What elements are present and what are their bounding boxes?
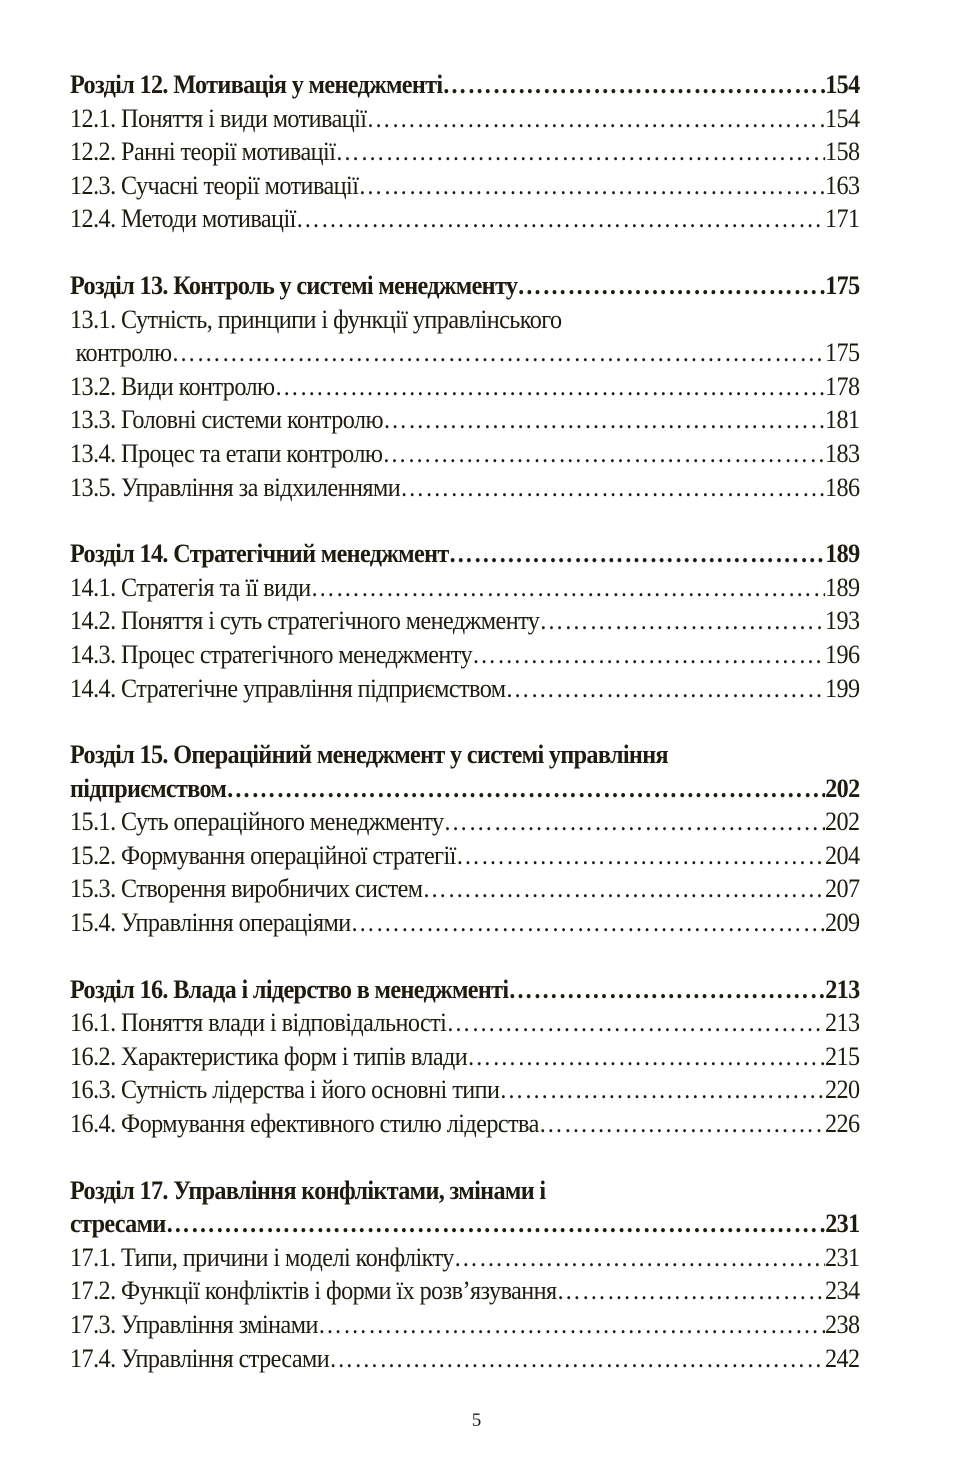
leader-dots [444,805,825,839]
leader-dots [311,571,825,605]
leader-dots [296,202,825,236]
heading-title: Розділ 14. Стратегічний менеджмент [70,539,449,569]
item-title: 13.4. Процес та етапи контролю [70,438,383,468]
item-title: 16.4. Формування ефективного стилю лідерства [70,1109,539,1139]
toc-section-12 [70,68,860,236]
item-title: 13.5. Управління за відхиленнями [70,472,401,502]
table-of-contents [70,68,860,1408]
leader-dots [499,1073,825,1107]
leader-dots [166,1207,826,1241]
item-page: 202 [824,807,860,837]
leader-dots [449,537,826,571]
item-title-line1: 13.1. Сутність, принципи і функції управлінського [70,304,562,334]
toc-heading[interactable] [70,1207,860,1241]
item-page: 242 [824,1343,860,1373]
item-title: 17.2. Функції конфліктів і форми їх розв’язування [70,1276,557,1306]
toc-heading[interactable] [70,973,860,1007]
item-page: 193 [824,606,860,636]
item-page: 207 [824,874,860,904]
toc-heading-line1[interactable] [70,738,860,772]
item-title: 12.3. Сучасні теорії мотивації [70,170,359,200]
toc-heading[interactable] [70,68,860,102]
leader-dots [335,135,825,169]
item-page: 231 [824,1242,860,1272]
item-page: 215 [824,1041,860,1071]
toc-item[interactable] [70,839,860,873]
toc-item[interactable] [70,604,860,638]
item-page: 196 [824,639,860,669]
item-page: 186 [824,472,860,502]
toc-item[interactable] [70,638,860,672]
leader-dots [454,1241,825,1275]
heading-title: підприємством [70,773,227,803]
heading-page: 175 [825,270,860,300]
heading-title: Розділ 16. Влада і лідерство в менеджменті [70,974,509,1004]
leader-dots [382,437,825,471]
item-title: 14.1. Стратегія та її види [70,572,311,602]
leader-dots [467,1040,825,1074]
toc-item[interactable] [70,1241,860,1275]
toc-item[interactable] [70,471,860,505]
item-title: 15.3. Створення виробничих систем [70,874,423,904]
item-title: 17.1. Типи, причини і моделі конфлікту [70,1242,454,1272]
item-page: 213 [824,1008,860,1038]
leader-dots [358,169,825,203]
leader-dots [351,906,825,940]
toc-item[interactable] [70,1308,860,1342]
item-title: 14.3. Процес стратегічного менеджменту [70,639,472,669]
item-page: 189 [824,572,860,602]
leader-dots [557,1274,825,1308]
leader-dots [508,973,825,1007]
heading-title: Розділ 13. Контроль у системі менеджменту [70,270,518,300]
toc-item[interactable] [70,906,860,940]
page-number: 5 [471,1410,482,1431]
toc-section-15 [70,738,860,940]
item-page: 226 [824,1109,860,1139]
toc-item[interactable] [70,1107,860,1141]
item-page: 154 [824,103,860,133]
toc-section-17 [70,1174,860,1376]
toc-section-16 [70,973,860,1141]
heading-page: 231 [825,1209,860,1239]
item-page: 175 [824,338,860,368]
item-title: 15.4. Управління операціями [70,908,351,938]
toc-item[interactable] [70,672,860,706]
item-title: 15.2. Формування операційної стратегії [70,840,456,870]
item-title: 16.2. Характеристика форм і типів влади [70,1041,468,1071]
toc-section-14 [70,537,860,705]
item-page: 220 [824,1075,860,1105]
item-title: 16.1. Поняття влади і відповідальності [70,1008,447,1038]
item-title: контролю [75,338,172,368]
item-title: 13.2. Види контролю [70,371,275,401]
leader-dots [329,1342,825,1376]
leader-dots [400,471,825,505]
item-title: 15.1. Суть операційного менеджменту [70,807,444,837]
leader-dots [517,269,825,303]
toc-heading[interactable] [70,269,860,303]
heading-title-line1: Розділ 15. Операційний менеджмент у системі управління [70,740,668,770]
toc-item[interactable] [70,1342,860,1376]
leader-dots [383,403,825,437]
toc-item[interactable] [70,571,860,605]
toc-section-13 [70,269,860,504]
toc-heading[interactable] [70,537,860,571]
leader-dots [539,1107,825,1141]
heading-page: 202 [825,773,860,803]
item-page: 181 [824,405,860,435]
item-page: 199 [824,673,860,703]
leader-dots [456,839,825,873]
item-title: 17.4. Управління стресами [70,1343,330,1373]
toc-item[interactable] [70,805,860,839]
toc-item[interactable] [70,437,860,471]
leader-dots [226,772,825,806]
item-title: 14.4. Стратегічне управління підприємством [70,673,506,703]
leader-dots [442,68,825,102]
heading-page: 213 [825,974,860,1004]
item-page: 204 [824,840,860,870]
toc-item[interactable] [70,102,860,136]
leader-dots [318,1308,825,1342]
toc-item[interactable] [70,135,860,169]
leader-dots [172,336,825,370]
item-page: 158 [824,137,860,167]
toc-item[interactable] [70,1274,860,1308]
toc-item[interactable] [70,1006,860,1040]
item-page: 183 [824,438,860,468]
toc-heading[interactable] [70,772,860,806]
item-page: 209 [824,908,860,938]
item-title: 12.4. Методи мотивації [70,204,296,234]
toc-item[interactable] [70,202,860,236]
leader-dots [423,872,825,906]
item-page: 171 [824,204,860,234]
toc-item[interactable] [70,370,860,404]
toc-item-line1[interactable] [70,303,860,337]
leader-dots [539,604,825,638]
item-page: 238 [824,1310,860,1339]
leader-dots [275,370,825,404]
leader-dots [366,102,825,136]
item-title: 13.3. Головні системи контролю [70,405,383,435]
leader-dots [506,672,825,706]
toc-item[interactable] [70,336,860,370]
heading-title-line1: Розділ 17. Управління конфліктами, змінами і [70,1175,546,1205]
leader-dots [446,1006,825,1040]
toc-heading-line1[interactable] [70,1174,860,1208]
item-page: 163 [824,170,860,200]
item-title: 12.1. Поняття і види мотивації [70,103,367,133]
item-page: 178 [824,371,860,401]
heading-title: стресами [70,1209,166,1239]
toc-item[interactable] [70,403,860,437]
item-title: 17.3. Управління змінами [70,1310,318,1339]
heading-page: 189 [825,539,860,569]
item-page: 234 [824,1276,860,1306]
heading-title: Розділ 12. Мотивація у менеджменті [70,70,443,99]
heading-page: 154 [825,70,860,99]
toc-item[interactable] [70,169,860,203]
leader-dots [472,638,825,672]
toc-item[interactable] [70,872,860,906]
toc-item[interactable] [70,1073,860,1107]
item-title: 16.3. Сутність лідерства і його основні типи [70,1075,500,1105]
item-title: 14.2. Поняття і суть стратегічного менеджменту [70,606,540,636]
item-title: 12.2. Ранні теорії мотивації [70,137,336,167]
toc-item[interactable] [70,1040,860,1074]
